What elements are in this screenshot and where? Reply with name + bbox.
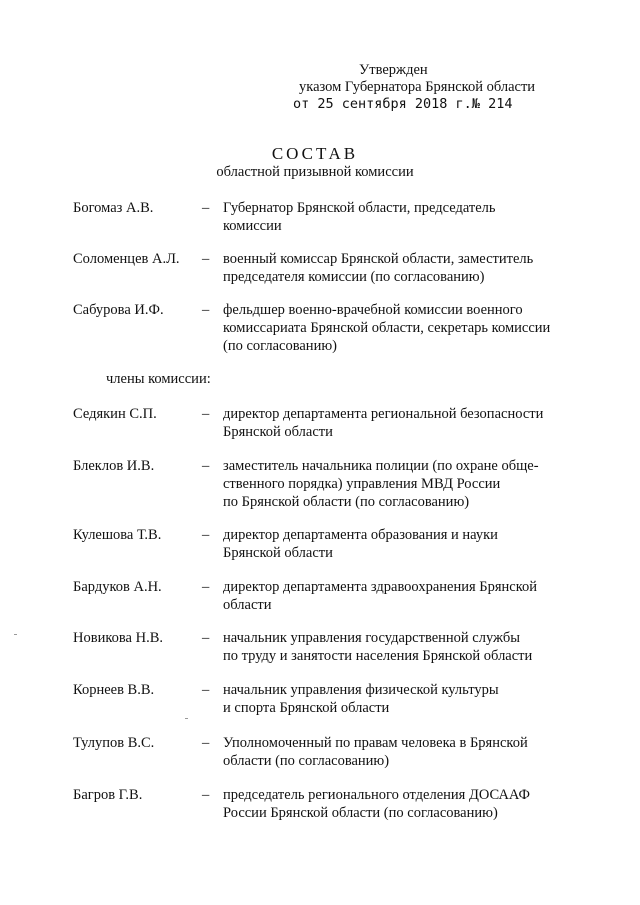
- dash: –: [202, 458, 210, 474]
- dash: –: [202, 735, 210, 751]
- approval-line-decree: указом Губернатора Брянской области: [299, 79, 536, 95]
- member-name: Блеклов И.В.: [73, 458, 155, 474]
- member-position: фельдшер военно-врачебной комиссии военного комиссариата Брянской области, секретарь комиссии (по согласованию): [223, 302, 551, 354]
- member-name: Кулешова Т.В.: [73, 527, 162, 543]
- member-position: директор департамента здравоохранения Брянской области: [223, 579, 538, 613]
- member-position: Уполномоченный по правам человека в Брянской области (по согласованию): [223, 735, 528, 769]
- members-label: члены комиссии:: [106, 371, 211, 387]
- member-name: Богомаз А.В.: [73, 200, 154, 216]
- member-position: Губернатор Брянской области, председатель комиссии: [223, 200, 496, 234]
- dash: –: [202, 787, 210, 803]
- approval-line-date-number: от 25 сентября 2018 г.№ 214: [293, 96, 513, 112]
- member-position: директор департамента региональной безопасности Брянской области: [223, 406, 544, 440]
- dash: –: [202, 630, 210, 646]
- dash: –: [202, 251, 210, 267]
- member-name: Бардуков А.Н.: [73, 579, 162, 595]
- dash: –: [202, 406, 210, 422]
- member-position: военный комиссар Брянской области, заместитель председателя комиссии (по согласованию): [223, 251, 534, 285]
- scan-speck: [14, 634, 17, 635]
- member-name: Сабурова И.Ф.: [73, 302, 164, 318]
- member-position: начальник управления физической культуры и спорта Брянской области: [223, 682, 499, 716]
- member-name: Тулупов В.С.: [73, 735, 155, 751]
- member-name: Новикова Н.В.: [73, 630, 163, 646]
- member-name: Седякин С.П.: [73, 406, 157, 422]
- dash: –: [202, 200, 210, 216]
- member-position: председатель регионального отделения ДОСААФ России Брянской области (по согласованию): [223, 787, 530, 821]
- scan-speck: [185, 718, 188, 719]
- member-position: заместитель начальника полиции (по охране обще- ственного порядка) управления МВД России по Брянской области (по согласованию): [223, 458, 539, 510]
- document-title: СОСТАВ: [271, 144, 359, 163]
- dash: –: [202, 302, 210, 318]
- dash: –: [202, 682, 210, 698]
- dash: –: [202, 527, 210, 543]
- member-name: Соломенцев А.Л.: [73, 251, 180, 267]
- approval-stamp: [293, 62, 623, 113]
- member-position: директор департамента образования и науки Брянской области: [223, 527, 498, 561]
- document-subtitle: областной призывной комиссии: [216, 164, 414, 180]
- dash: –: [202, 579, 210, 595]
- member-position: начальник управления государственной службы по труду и занятости населения Брянской области: [223, 630, 533, 664]
- member-name: Корнеев В.В.: [73, 682, 155, 698]
- approval-line-approved: Утвержден: [359, 62, 428, 78]
- member-name: Багров Г.В.: [73, 787, 143, 803]
